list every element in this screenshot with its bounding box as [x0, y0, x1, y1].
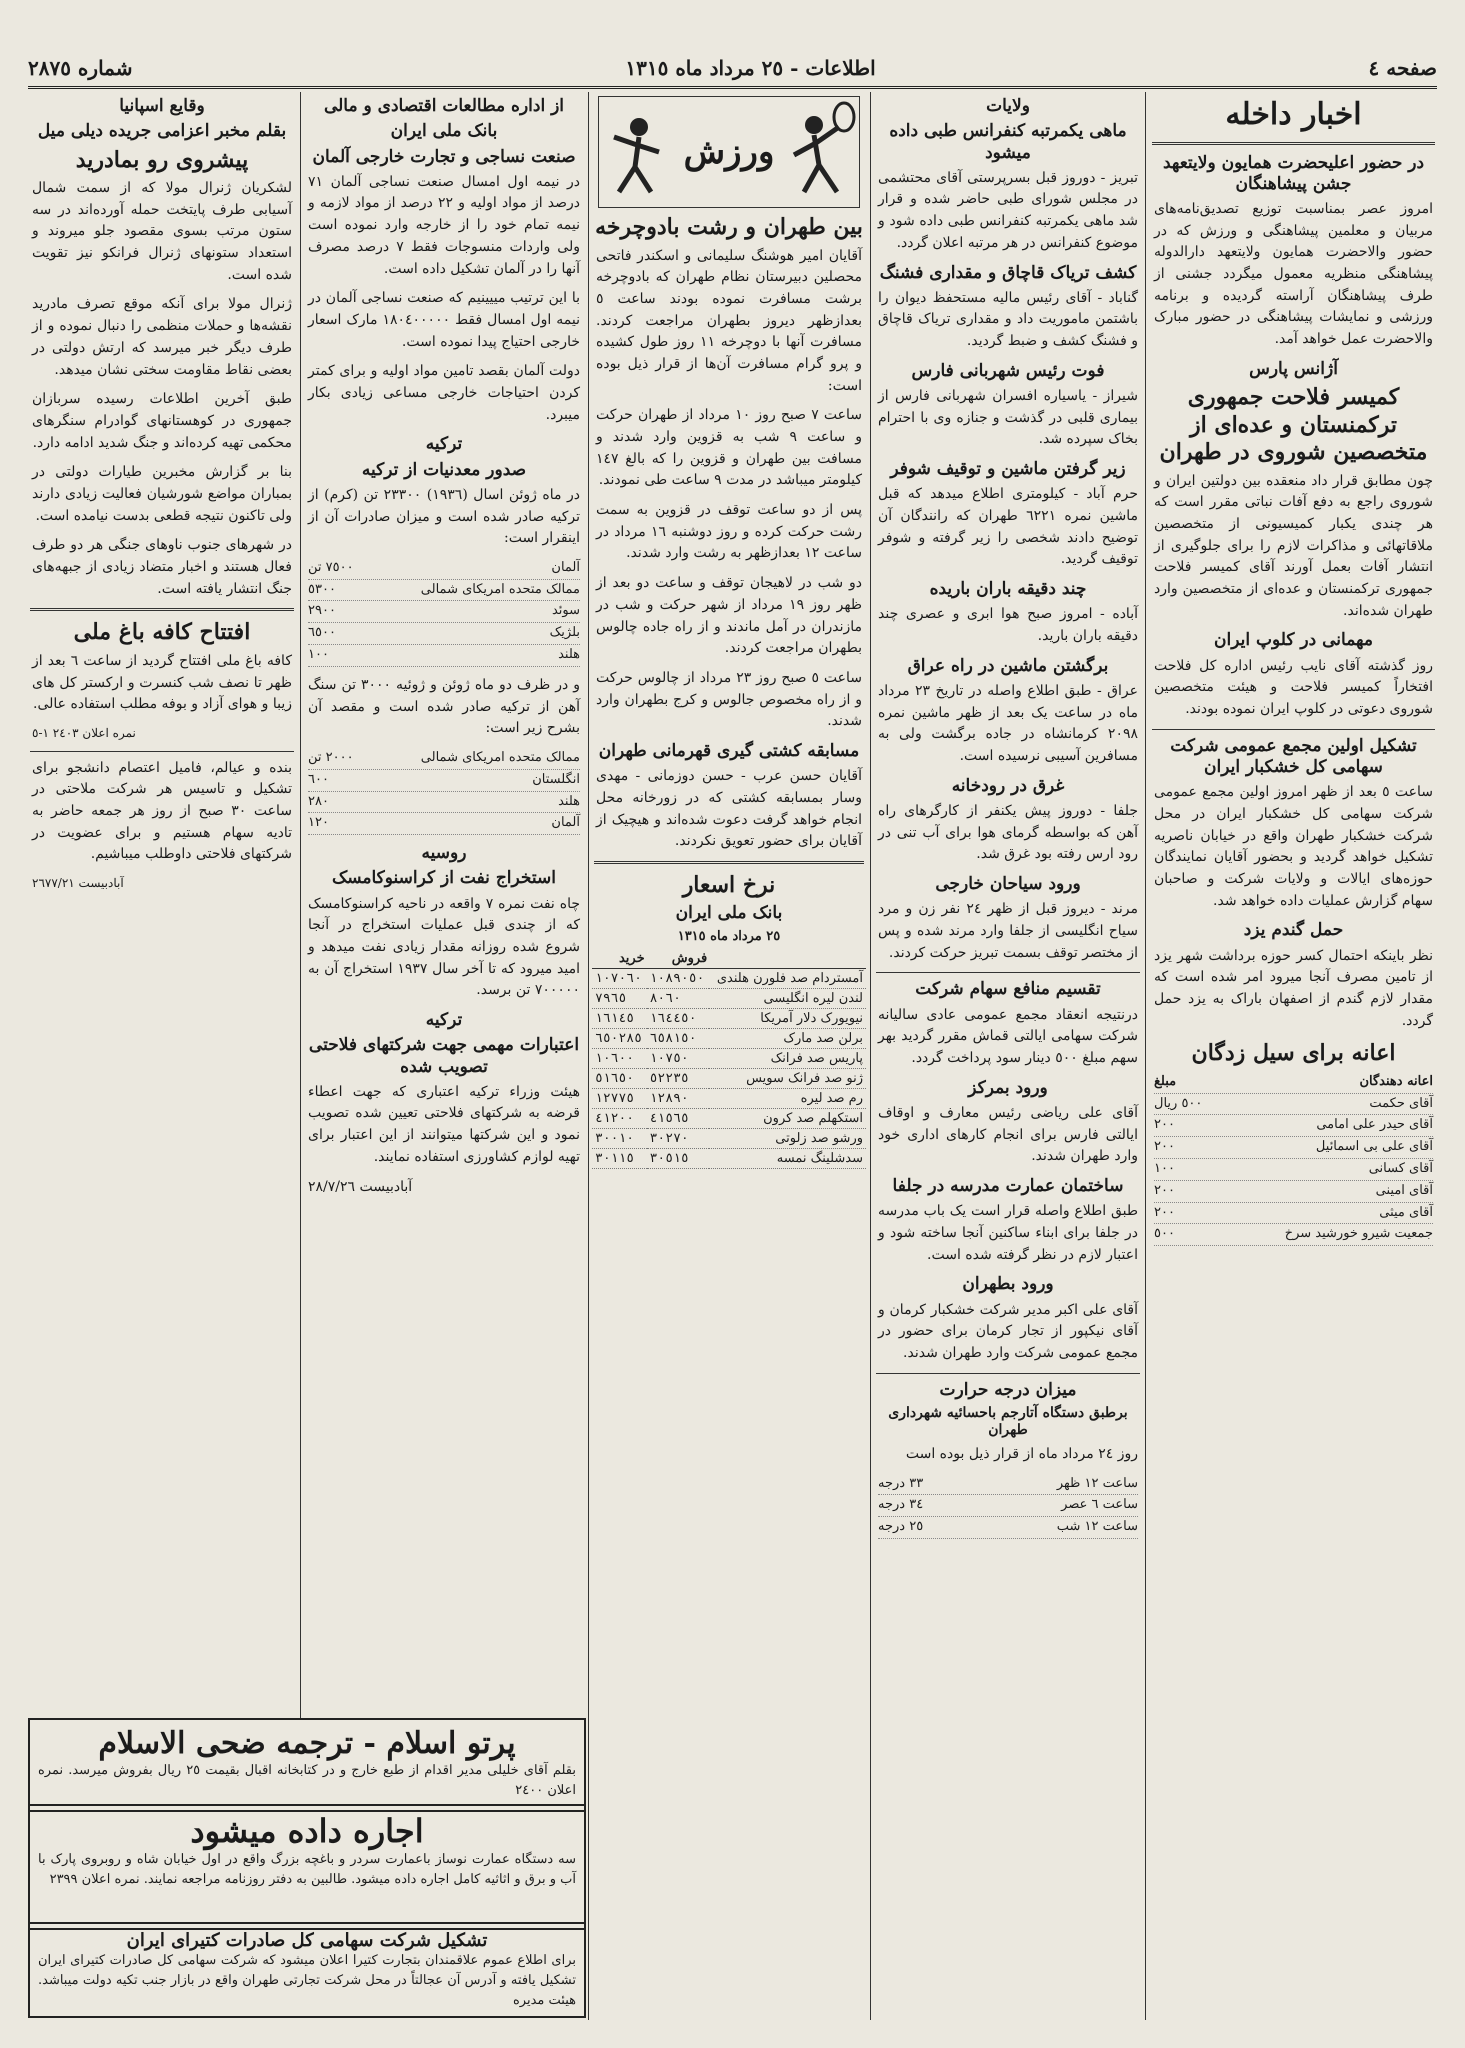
- article-text: بنده و عیالم، فامیل اعتصام دانشجو برای تشکیل و تاسیس هر شرکت ملاحتی در ساعت ٣٠ صبح از روز هر جمعه حاضر به تادیه سهام هستیم و برای عضویت در شرکتهای فلاحتی داوطلب میباشیم.: [32, 759, 292, 863]
- section-heading: ولایات: [986, 96, 1030, 116]
- exchange-rates-title: نرخ اسعار: [682, 871, 776, 898]
- headline: پیشروی رو بمادرید: [75, 146, 249, 173]
- table-row: [592, 968, 866, 988]
- article-text: طبق اطلاع واصله قرار است یک باب مدرسه در جلفا برای ابناء ساکنین آنجا ساخته شود و اعتبار لازم در نظر گرفته شده است.: [878, 1203, 1138, 1263]
- country-name: آلمان: [551, 815, 580, 831]
- sell-rate: ٥٢٢٣٥: [647, 1068, 710, 1088]
- table-row: [592, 1008, 866, 1028]
- tonnage: ٥٣٠٠: [308, 581, 336, 597]
- tonnage: ١٠٠: [308, 647, 329, 663]
- divider: [876, 972, 1140, 973]
- list-item: [1154, 1137, 1433, 1159]
- headline: فوت رئیس شهربانی فارس: [911, 360, 1105, 381]
- country-name: ممالک متحده امریکای شمالی: [420, 581, 580, 597]
- headline: حمل گندم یزد: [1243, 920, 1344, 941]
- country-name: انگلستان: [532, 771, 580, 787]
- list-item: [1154, 1224, 1433, 1246]
- list-item: [1154, 1203, 1433, 1225]
- list-item: [308, 748, 580, 770]
- donation-amount: ٢٠٠: [1154, 1204, 1175, 1220]
- headline: ورود بمرکز: [968, 1077, 1048, 1098]
- tonnage: ٦٠٠: [308, 771, 329, 787]
- divider: [876, 1373, 1140, 1374]
- article-text: در شهرهای جنوب ناوهای جنگی هر دو طرف فعال هستند و اخبار متضاد زیادی از جبهه‌های جنگ انتشار یافته است.: [32, 537, 292, 597]
- buy-rate: ١٦١٤٥: [592, 1008, 647, 1028]
- table-row: [592, 1028, 866, 1048]
- currency-name: لندن لیره انگلیسی: [709, 988, 866, 1008]
- ad-body: برای اطلاع عموم علاقمندان بتجارت کتیرا اعلان میشود که شرکت سهامی کل صادرات کتیرای ایران تشکیل یافته و آدرس آن عجالتاً در محل شرکت تجارتی طهران واقع در بازار جنب تکیه دولت میباشد. هیئت مدیره: [38, 1953, 576, 2009]
- buy-rate: ٥١٦٥٠: [592, 1068, 647, 1088]
- donation-amount: ٢٠٠: [1154, 1182, 1175, 1198]
- signature: آبادبیست ٢٨/٧/٢٦: [308, 1178, 413, 1195]
- divider: [594, 861, 864, 864]
- article-text: درنتیجه انعقاد مجمع عمومی عادی سالیانه شرکت سهامی ایالتی قماش مقرر گردید بهر سهم مبلغ ٥٠٠ دینار سود پرداخت گردد.: [878, 1006, 1138, 1066]
- sell-rate: ٤١٥٦٥: [647, 1108, 710, 1128]
- headline: صدور معدنیات از ترکیه: [361, 459, 527, 480]
- article-text: ساعت ٥ صبح روز ٢٣ مرداد از چالوس حرکت و از راه مخصوص جالوس و کرج بطهران وارد شدند.: [596, 669, 862, 730]
- article-text: لشکریان ژنرال مولا که از سمت شمال آسیابی طرف پایتخت حمله آورده‌اند در سه ستون مرتب بسوی مقصود جلو میروند و استعداد ستونهای ژنرال فرانکو نیز تقویت شده است.: [32, 180, 292, 283]
- page-number: صفحه ٤: [1368, 56, 1437, 80]
- country-name: آلمان: [551, 559, 580, 575]
- headline: ورود بطهران: [962, 1274, 1054, 1295]
- exchange-rates-table: [592, 949, 866, 1169]
- dateline: اطلاعات - ٢٥ مرداد ماه ١٣١٥: [625, 56, 876, 80]
- headline: ماهی یکمرتبه کنفرانس طبی داده میشود: [889, 121, 1127, 163]
- donation-amount: ٥٠٠ ریال: [1154, 1095, 1203, 1111]
- table-row: [592, 1108, 866, 1128]
- headline: مهمانی در کلوپ ایران: [1214, 630, 1373, 651]
- currency-name: ژنو صد فرانک سویس: [709, 1068, 866, 1088]
- article-text: طبق آخرین اطلاعات رسیده سربازان جمهوری در کوهستانهای گوادرام سنگرهای محکمی تهیه کرده‌اند و جنگ شدید ادامه دارد.: [32, 391, 292, 451]
- country-name: بلژیک: [549, 625, 580, 641]
- list-item: [1154, 1115, 1433, 1137]
- list-item: [308, 813, 580, 835]
- section-heading: روسیه: [421, 843, 467, 864]
- article-text: دو شب در لاهیجان توقف و ساعت دو بعد از ظهر روز ١٩ مرداد از شهر حرکت و شب در مازندران در آمل ماندند و از راه جاده چالوس بطهران مراجعت کردند.: [596, 575, 862, 657]
- headline: بین طهران و رشت بادوچرخه: [595, 214, 863, 240]
- temperature-list: [878, 1474, 1138, 1539]
- donation-amount: ٢٠٠: [1154, 1139, 1175, 1155]
- section-heading: ترکیه: [425, 434, 463, 455]
- headline: زیر گرفتن ماشین و توقیف شوفر: [890, 459, 1126, 480]
- headline: استخراج نفت از کراسنوکامسک: [332, 868, 556, 889]
- currency-name: ورشو صد زلوتی: [709, 1128, 866, 1148]
- sell-rate: ٣٠٢٧٠: [647, 1128, 710, 1148]
- headline: بقلم مخبر اعزامی جریده دیلی میل: [37, 121, 287, 142]
- exchange-rates-date: ٢٥ مرداد ماه ١٣١٥: [677, 928, 781, 944]
- currency-name: رم صد لیره: [709, 1088, 866, 1108]
- article-text: جلفا - دوروز پیش یکنفر از کارگرهای راه آهن که بواسطه گرمای هوا برای آب تنی در رود ارس رفته بود غرق شد.: [878, 803, 1138, 863]
- column-rule: [300, 92, 301, 1718]
- list-item: [308, 558, 580, 580]
- article-text: آقایان امیر هوشنگ سلیمانی و اسکندر فاتحی محصلین دبیرستان نظام طهران که بادوچرخه برشت مسافرت نموده بودند ساعت ٥ بعدازظهر دیروز بطهران مراجعت کردند. مسافرت آنها با دوچرخه ١١ روز طول کشیده و پرو گرام مسافرت آن‌ها از قرار ذیل بوده است:: [596, 247, 862, 394]
- article-text: در نیمه اول امسال صنعت نساجی آلمان ٧١ درصد از مواد اولیه و ٢٢ درصد از مواد لازمه و نیمه تمام خود را از خارجه وارد نموده است ولی واردات منسوجات فقط ٧ درصد مصرف آنها را در آلمان تشکیل داده است.: [308, 173, 580, 277]
- column-header-buy: خرید: [592, 949, 647, 969]
- sell-rate: ١٢٨٩٠: [647, 1088, 710, 1108]
- article-text: آقای علی اکبر مدیر شرکت خشکبار کرمان و آقای نیکپور از تجار کرمان برای حضور در مجمع عمومی شرکت وارد طهران شدند.: [878, 1301, 1138, 1361]
- ad-body: سه دستگاه عمارت نوساز باعمارت سردر و باغچه بزرگ واقع در اول خیابان شاه و روبروی پارک با آب و برق و اثاثیه کامل اجاره داده میشود. طالبین به دفتر روزنامه مراجعه نمایند. نمره اعلان ٢٣٩٩: [38, 1852, 576, 1888]
- tonnage: ٢٠٠٠ تن: [308, 749, 354, 765]
- headline: در حضور اعلیحضرت همایون ولایتعهد جشن پیشاهنگان: [1162, 152, 1425, 194]
- article-text: پس از دو ساعت توقف در قزوین به سمت رشت حرکت کرده و روز دوشنبه ١٦ مرداد در ساعت ١٢ بعدازظهر به رشت وارد شدند.: [596, 502, 862, 562]
- article-text: نظر باینکه احتمال کسر حوزه برداشت شهر یزد از تامین مصرف آنجا میرود امر شده است که مقدار لازم گندم از اصفهان باراک به یزد حمل گردد.: [1154, 947, 1433, 1029]
- article-text: و در ظرف دو ماه ژوئن و ژوئیه ٣٠٠٠ تن سنگ آهن از ترکیه صادر شده است و مقصد آن بشرح زیر است:: [308, 676, 580, 737]
- sell-rate: ١٠٧٥٠: [647, 1048, 710, 1068]
- article-text: آقای علی ریاضی رئیس معارف و اوقاف ایالتی فارس برای انجام کارهای اداری خود وارد طهران شدند.: [878, 1104, 1138, 1165]
- list-item: [1154, 1181, 1433, 1203]
- exports-list: [308, 748, 580, 835]
- divider: [30, 608, 294, 611]
- ad-title: تشکیل شرکت سهامی کل صادرات کتیرای ایران: [126, 1930, 488, 1951]
- time-label: ساعت ١٢ شب: [1056, 1519, 1138, 1535]
- headline: میزان درجه حرارت: [939, 1379, 1077, 1400]
- buy-rate: ٣٠٠١٠: [592, 1128, 647, 1148]
- sports-logo-text: ورزش: [683, 132, 775, 172]
- donor-name: آقای میثی: [1379, 1204, 1433, 1220]
- article-text: بنا بر گزارش مخبرین طیارات دولتی در بمباران مواضع شورشیان فعالیت زیادی دارند ولی تاکنون نتیجه قطعی بدست نیامده است.: [32, 464, 292, 524]
- column-sports: [592, 92, 866, 2020]
- article-text: آقایان حسن عرب - حسن دوزمانی - مهدی وسار بمسابقه کشتی که در زورخانه محل انجام خواهد گرفت دعوت شده‌اند و هیچیک از آقایان برای حضور تعویق نکردند.: [596, 768, 862, 850]
- headline: ورود سیاحان خارجی: [935, 874, 1081, 895]
- sell-rate: ١٠٨٩٠٥٠: [647, 968, 710, 988]
- headline: تشکیل اولین مجمع عمومی شرکت سهامی کل خشکبار ایران: [1170, 735, 1417, 777]
- exports-list: [308, 558, 580, 667]
- donor-name: آقای علی بی اسمائیل: [1315, 1139, 1433, 1155]
- section-heading: وقایع اسپانیا: [119, 96, 205, 116]
- donor-name: آقای حیدر علی امامی: [1316, 1117, 1433, 1133]
- article-text: ژنرال مولا برای آنکه موقع تصرف مادرید نقشه‌ها و حملات منظمی را دنبال نموده و از طرف دیگر خبر میرسد که ارتش دولتی در بعضی نقاط مقاومت سختی نشان میدهد.: [32, 296, 292, 378]
- divider: [30, 751, 294, 752]
- article-text: مرند - دیروز قبل از ظهر ٢٤ نفر زن و مرد سیاح انگلیسی از جلفا وارد مرند شده و پس از مختصر توقف بسمت تبریز حرکت کردند.: [878, 901, 1138, 961]
- column-spain-news: [28, 92, 296, 1714]
- sports-logo: [598, 96, 860, 208]
- column-rule: [588, 92, 589, 2020]
- headline: ساختمان عمارت مدرسه در جلفا: [892, 1176, 1124, 1196]
- buy-rate: ٣٠١١٥: [592, 1148, 647, 1168]
- donor-name: جمعیت شیرو خورشید سرخ: [1284, 1226, 1433, 1242]
- article-text: با این ترتیب مییینیم که صنعت نساجی آلمان در نیمه اول امسال فقط ١٨٠٤٠٠٠٠٠ مارک اسعار خارجی احتیاج پیدا نموده است.: [308, 290, 580, 350]
- temperature-value: ٢٥ درجه: [878, 1519, 924, 1535]
- divider: [1152, 729, 1435, 730]
- signature: آبادبیست ٢٦٧٧/٢١: [32, 875, 124, 890]
- column-economics: [304, 92, 584, 1714]
- sell-rate: ٣٠٥١٥: [647, 1148, 710, 1168]
- currency-name: برلن صد مارک: [709, 1028, 866, 1048]
- column-header-sell: فروش: [647, 949, 710, 969]
- country-name: ممالک متحده امریکای شمالی: [420, 749, 580, 765]
- ad-book: [28, 1718, 586, 1812]
- headline: کمیسر فلاحت جمهوری ترکمنستان و عده‌ای از متخصصین شوروی در طهران: [1159, 384, 1428, 466]
- currency-name: نیویورک دلار آمریکا: [709, 1008, 866, 1028]
- buy-rate: ٦٥٠٢٨٥: [592, 1028, 647, 1048]
- table-row: [592, 1148, 866, 1168]
- buy-rate: ٤١٢٠٠: [592, 1108, 647, 1128]
- country-name: هلند: [558, 647, 580, 663]
- section-banner: اخبار داخله: [1225, 97, 1362, 132]
- column-domestic-news: [1150, 92, 1437, 2020]
- headline: افتتاح کافه باغ ملی: [73, 619, 251, 646]
- article-text: ساعت ٧ صبح روز ١٠ مرداد از طهران حرکت و ساعت ٩ شب به قزوین وارد شدند و مسافت بین طهران و قزوین را که بالغ ١٤٧ کیلومتر میباشد در مدت ٩ ساعت طی نمودند.: [596, 407, 862, 489]
- donations-list: [1154, 1072, 1433, 1246]
- donation-amount: ١٠٠: [1154, 1161, 1175, 1176]
- article-text: روز ٢٤ مرداد ماه از قرار ذیل بوده است: [905, 1445, 1138, 1462]
- list-item: [1154, 1159, 1433, 1181]
- article-text: در ماه ژوئن اسال (١٩٣٦) ٢٣٣٠٠ تن (کرم) از ترکیه صادر شده است و میزان صادرات آن از اینقرار است:: [308, 486, 580, 547]
- column-header-currency: [709, 949, 866, 969]
- list-item: [308, 645, 580, 667]
- divider: [1152, 142, 1435, 145]
- time-label: ساعت ٦ عصر: [1061, 1497, 1138, 1513]
- country-name: هلند: [558, 793, 580, 809]
- table-row: [592, 988, 866, 1008]
- list-item: [878, 1495, 1138, 1517]
- currency-name: پاریس صد فرانک: [709, 1048, 866, 1068]
- buy-rate: ١٢٧٧٥: [592, 1088, 647, 1108]
- table-row: [592, 1068, 866, 1088]
- temperature-value: ٣٤ درجه: [878, 1497, 924, 1513]
- list-item: [308, 792, 580, 814]
- headline: کشف تریاک قاچاق و مقداری فشنگ: [879, 262, 1137, 283]
- list-item: [308, 601, 580, 623]
- list-item: [878, 1517, 1138, 1539]
- article-text: چون مطابق قرار داد منعقده بین دولتین ایران و شوروی راجع به دفع آفات نباتی مقرر است که هر چندی یکبار کمیسیونی از متخصصین ملاقاتهائی و مذاکرات لازم را برای جلوگیری از انتشار آفات بعمل آورند آقای کمیسر فلاحت جمهوری ترکمنستان و عده‌ای از متخصصین وارد طهران شده‌اند.: [1154, 472, 1433, 619]
- headline: چند دقیقه باران باریده: [929, 579, 1087, 600]
- temperature-value: ٣٣ درجه: [878, 1475, 924, 1491]
- donation-amount: ٢٠٠: [1154, 1117, 1175, 1133]
- sell-rate: ٨٠٦٠: [647, 988, 710, 1008]
- article-text: دولت آلمان بقصد تامین مواد اولیه و برای کمتر کردن احتیاجات خارجی مساعی زیادی بکار میبرد.: [308, 363, 580, 423]
- list-item: [308, 623, 580, 645]
- headline: مسابقه کشتی گیری قهرمانی طهران: [598, 740, 860, 761]
- article-text: حرم آباد - کیلومتری اطلاع میدهد که قبل ماشین نمره ٦٢٢١ طهران که رانندگان آن توضیح دادند شخصی را زیر گرفته و شوفر توقیف گردید.: [878, 486, 1139, 568]
- column-rule: [1145, 92, 1146, 2020]
- ad-rental: [28, 1804, 586, 1930]
- article-text: آباده - امروز صبح هوا ابری و عصری چند دقیقه باران بارید.: [878, 606, 1138, 645]
- article-text: چاه نفت نمره ٧ واقعه در ناحیه کراسنوکامسک که از چندی قبل عملیات استخراج در آنجا شروع شده روزانه مقدار زیادی نفت میدهد و امید میرود که تا آخر سال ١٩٣٧ استخراج آن به ٧٠٠٠٠٠ تن برسد.: [308, 895, 580, 999]
- buy-rate: ١٠٧٠٦٠: [592, 968, 647, 988]
- column-rule: [870, 92, 871, 2020]
- table-header-row: [592, 949, 866, 969]
- article-text: هیئت وزراء ترکیه اعتباری که جهت اعطاء قرضه به شرکتهای فلاحتی تعیین شده تصویب نمود و این شرکتها میتوانند از این اعتبار برای تهیه لوازم کشاورزی استفاده نمایند.: [308, 1083, 580, 1165]
- headline: برگشتن ماشین در راه عراق: [907, 655, 1109, 676]
- issue-number: شماره ٢٨٧٥: [28, 56, 133, 80]
- article-text: تبریز - دوروز قبل بسرپرستی آقای محتشمی در مجلس شورای طبی حاضر شده و قرار شد ماهی یکمرتبه کنفرانس طبی داده شود و موضوع کنفرانس در هر مرتبه اعلان گردد.: [878, 169, 1138, 251]
- headline: غرق در رودخانه: [951, 775, 1065, 796]
- headline: اعانه برای سیل زدگان: [1191, 1040, 1396, 1067]
- currency-name: آمستردام صد فلورن هلندی: [709, 968, 866, 988]
- sell-rate: ١٦٤٤٥٠: [647, 1008, 710, 1028]
- list-item: [1154, 1094, 1433, 1116]
- sell-rate: ٦٥٨١٥٠: [647, 1028, 710, 1048]
- column-provinces: [874, 92, 1142, 2020]
- headline: تقسیم منافع سهام شرکت: [915, 979, 1101, 1000]
- article-text: روز گذشته آقای نایب رئیس اداره کل فلاحت افتخاراً کمیسر فلاحت و هیئت متخصصین شوروی دعوتی در کلوپ ایران نموده بودند.: [1154, 657, 1433, 717]
- list-header-label: اعانه دهندگان: [1359, 1073, 1433, 1089]
- ad-company: [28, 1922, 586, 2018]
- buy-rate: ١٠٦٠٠: [592, 1048, 647, 1068]
- tonnage: ٦٥٠٠: [308, 625, 336, 641]
- list-header: [1154, 1072, 1433, 1094]
- tonnage: ٧٥٠٠ تن: [308, 559, 354, 575]
- table-row: [592, 1088, 866, 1108]
- exchange-rates-source: بانک ملی ایران: [675, 903, 783, 924]
- currency-name: استکهلم صد کرون: [709, 1108, 866, 1128]
- donor-name: آقای امینی: [1375, 1182, 1433, 1198]
- ad-title: پرتو اسلام - ترجمه ضحی الاسلام: [98, 1726, 516, 1761]
- ad-body: بقلم آقای خلیلی مدیر اقدام از طبع خارج و در کتابخانه اقبال بقیمت ٢٥ ریال بفروش میرسد. نمره اعلان ٢٤٠٠: [38, 1763, 576, 1799]
- headline: صنعت نساجی و تجارت خارجی آلمان: [312, 146, 576, 167]
- buy-rate: ٧٩٦٥: [592, 988, 647, 1008]
- currency-name: سدشلینگ نمسه: [709, 1148, 866, 1168]
- list-item: [308, 580, 580, 602]
- time-label: ساعت ١٢ ظهر: [1056, 1475, 1138, 1491]
- article-text: شیراز - یاسیاره افسران شهربانی فارس از بیماری قلبی در گذشت و جنازه وی با احترام بخاک سپرده شد.: [878, 388, 1138, 448]
- article-text: گناباد - آقای رئیس مالیه مستحفظ دیوان را باشتمن ماموریت داد و مقداری تریاک قاچاق و فشنگ کشف و ضبط گردید.: [878, 289, 1138, 350]
- tonnage: ٢٨٠: [308, 793, 329, 809]
- section-heading: ترکیه: [425, 1010, 463, 1031]
- ad-number: نمره اعلان ٢٤٠٣ ١-٥: [32, 725, 136, 740]
- headline: بانک ملی ایران: [390, 121, 498, 142]
- list-item: [308, 770, 580, 792]
- list-header-amount: مبلغ: [1154, 1073, 1177, 1089]
- headline: آژانس پارس: [1249, 358, 1338, 379]
- list-item: [878, 1474, 1138, 1496]
- headline: اعتبارات مهمی جهت شرکتهای فلاحتی تصویب شده: [308, 1035, 580, 1077]
- country-name: سوئد: [551, 603, 580, 619]
- subheadline: برطبق دستگاه آتارجم باحسائیه شهرداری طهران: [888, 1404, 1128, 1439]
- tonnage: ١٢٠: [308, 815, 329, 831]
- donation-amount: ٥٠٠: [1154, 1226, 1175, 1242]
- donor-name: آقای کسانی: [1368, 1161, 1433, 1176]
- article-text: ساعت ٥ بعد از ظهر امروز اولین مجمع عمومی شرکت سهامی کل خشکبار ایران در محل شرکت خشکبار طهران واقع در خیابان ناصریه تشکیل خواهد گردید و بحضور آقایان نمایندگان حوزه‌های ایالات و ولایات شرکت و صاحبان سهام گزارش عملیات داده خواهد شد.: [1154, 784, 1434, 909]
- table-row: [592, 1128, 866, 1148]
- tonnage: ٢٩٠٠: [308, 603, 336, 619]
- article-text: عراق - طبق اطلاع واصله در تاریخ ٢٣ مرداد ماه در ساعت یک بعد از ظهر ماشین نمره ٢٠٩٨ کرمانشاه در جاده برگشت ولی به مسافرین آسیبی نرسیده است.: [878, 683, 1138, 765]
- article-text: امروز عصر بمناسبت توزیع تصدیق‌نامه‌های مربیان و معلمین پیشاهنگی و ورزش که در حضور والاحضرت همایون ولایتعهد دارالدوله پیشاهنگی منظریه معمول میگردد جشنی از طرف پیشاهنگان آراسته گردیده و برنامه ورزشی و نمایشات پیشاهنگی در حضور مبارک والاحضرت عمل خواهد آمد.: [1154, 201, 1433, 348]
- masthead: [28, 50, 1437, 89]
- table-row: [592, 1048, 866, 1068]
- article-text: کافه باغ ملی افتتاح گردید از ساعت ٦ بعد از ظهر تا نصف شب کنسرت و ارکستر کل های زیبا و هوای آزاد و بوفه مطلب استفاده عالی.: [32, 652, 292, 713]
- section-heading: از اداره مطالعات اقتصادی و مالی: [323, 96, 565, 116]
- donor-name: آقای حکمت: [1369, 1095, 1433, 1111]
- ad-title: اجاره داده میشود: [190, 1812, 424, 1850]
